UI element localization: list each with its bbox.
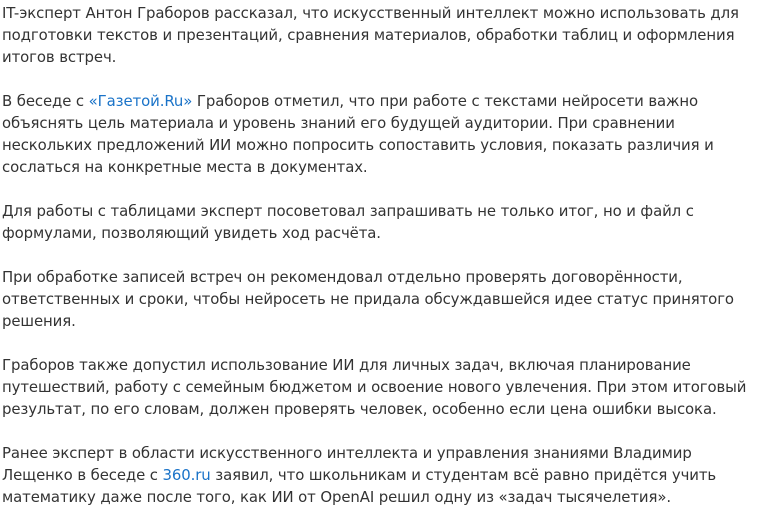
paragraph-personal <box>2 354 763 420</box>
paragraph-leshchenko-rest: заявил, что школьникам и студентам всё равно придётся учить математику даже после того, как ИИ от OpenAI решил одну из «задач тысячелетия». <box>2 466 717 506</box>
paragraph-gazeta <box>2 90 763 178</box>
paragraph-personal-text: Граборов также допустил использование ИИ для личных задач, включая планирование путешествий, работу с семейным бюджетом и освоение нового увлечения. При этом итоговый результат, по его словам, должен проверять человек, особенно если цена ошибки высока. <box>2 356 747 418</box>
paragraph-meetings <box>2 266 763 332</box>
paragraph-tables-text: Для работы с таблицами эксперт посоветовал запрашивать не только итог, но и файл с формулами, позволяющий увидеть ход расчёта. <box>2 202 694 242</box>
paragraph-meetings-text: При обработке записей встреч он рекомендовал отдельно проверять договорённости, ответственных и сроки, чтобы нейросеть не придала обсуждавшейся идее статус принятого решения. <box>2 268 734 330</box>
paragraph-gazeta-lead: В беседе с <box>2 92 89 110</box>
paragraph-gazeta-rest: Граборов отметил, что при работе с текстами нейросети важно объяснять цель материала и уровень знаний его будущей аудитории. При сравнении нескольких предложений ИИ можно попросить сопоставить условия, показать различия и сослаться на конкретные места в документах. <box>2 92 714 176</box>
paragraph-tables <box>2 200 763 244</box>
360-link[interactable]: 360.ru <box>162 466 211 484</box>
paragraph-leshchenko-lead: Ранее эксперт в области искусственного интеллекта и управления знаниями Владимир Лещенко в беседе с <box>2 444 692 484</box>
paragraph-intro <box>2 2 763 68</box>
paragraph-leshchenko <box>2 442 763 508</box>
paragraph-intro-text: IT-эксперт Антон Граборов рассказал, что искусственный интеллект можно использовать для подготовки текстов и презентаций, сравнения материалов, обработки таблиц и оформления итогов встреч. <box>2 4 739 66</box>
gazeta-link[interactable]: «Газетой.Ru» <box>88 92 193 110</box>
